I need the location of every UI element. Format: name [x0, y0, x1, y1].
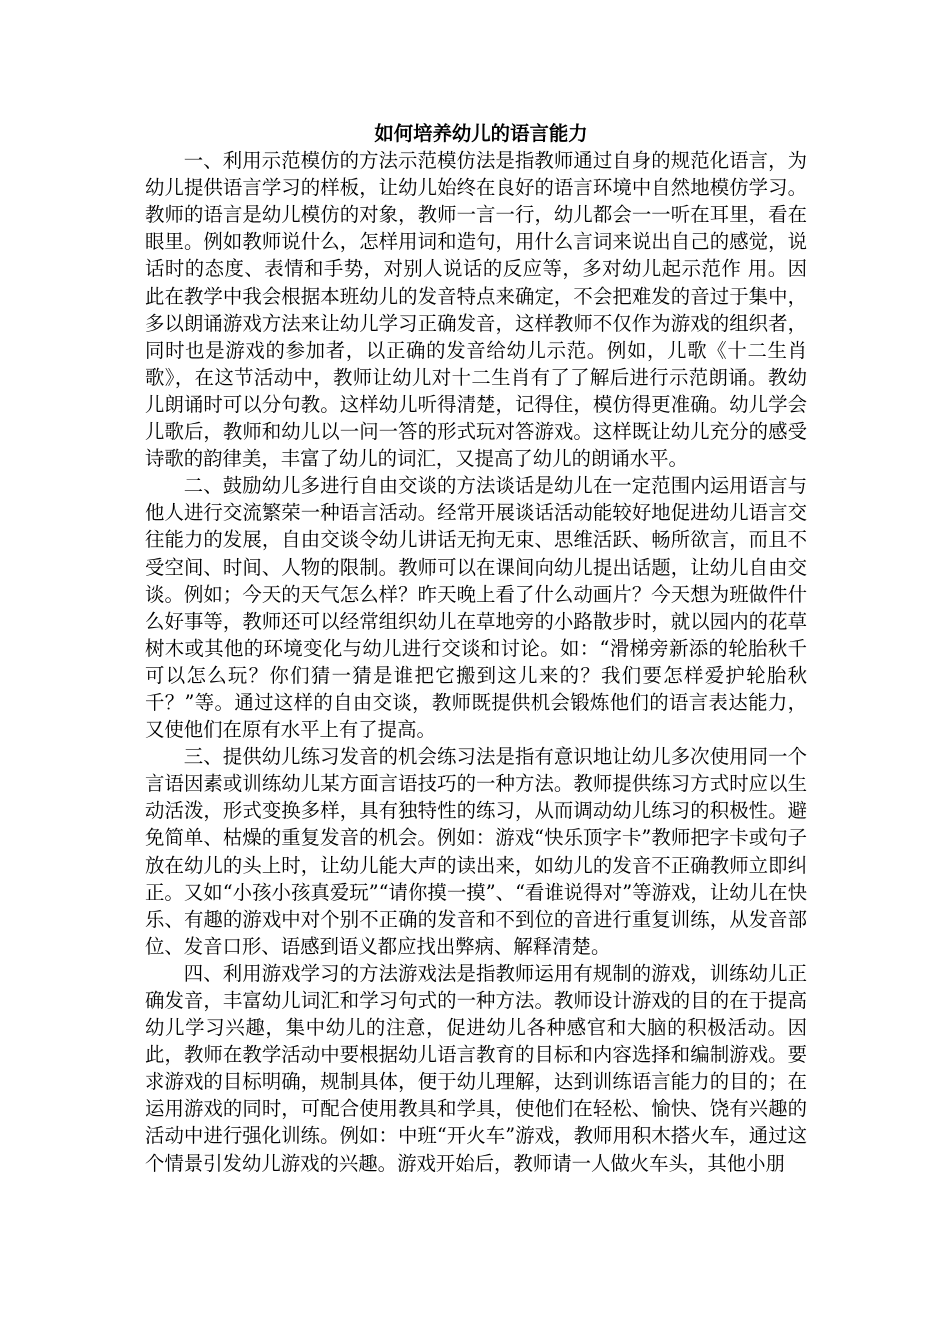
document-title: 如何培养幼儿的语言能力: [374, 122, 588, 145]
paragraph-4: 四、利用游戏学习的方法游戏法是指教师运用有规制的游戏，训练幼儿正确发音，丰富幼儿词汇和学习句式的一种方法。教师设计游戏的目的在于提高幼儿学习兴趣，集中幼儿的注意，促进幼儿各种感官和大脑的积极活动。因此，教师在教学活动中要根据幼儿语言教育的目标和内容选择和编制游戏。要求游戏的目标明确，规制具体，便于幼儿理解，达到训练语言能力的目的；在运用游戏的同时，可配合使用教具和学具，使他们在轻松、愉快、饶有兴趣的活动中进行强化训练。例如：中班“开火车”游戏，教师用积木搭火车，通过这个情景引发幼儿游戏的兴趣。游戏开始后，教师请一人做火车头，其他小朋: [145, 961, 807, 1175]
document-body: [145, 120, 807, 1177]
paragraph-2: 二、鼓励幼儿多进行自由交谈的方法谈话是幼儿在一定范围内运用语言与他人进行交流繁荣一种语言活动。经常开展谈话活动能较好地促进幼儿语言交往能力的发展，自由交谈令幼儿讲话无拘无束、思维活跃、畅所欲言，而且不受空间、时间、人物的限制。教师可以在课间向幼儿提出话题，让幼儿自由交谈。例如；今天的天气怎么样？昨天晚上看了什么动画片？今天想为班做件什么好事等，教师还可以经常组织幼儿在草地旁的小路散步时，就以园内的花草树木或其他的环境变化与幼儿进行交谈和讨论。如：“滑梯旁新添的轮胎秋千可以怎么玩？你们猜一猜是谁把它搬到这儿来的？我们要怎样爱护轮胎秋千？”等。通过这样的自由交谈，教师既提供机会锻炼他们的语言表达能力，又使他们在原有水平上有了提高。: [145, 474, 807, 742]
paragraph-3: 三、提供幼儿练习发音的机会练习法是指有意识地让幼儿多次使用同一个言语因素或训练幼儿某方面言语技巧的一种方法。教师提供练习方式时应以生动活泼，形式变换多样，具有独特性的练习，从而调动幼儿练习的积极性。避免简单、枯燥的重复发音的机会。例如：游戏“快乐顶字卡”教师把字卡或句子放在幼儿的头上时，让幼儿能大声的读出来，如幼儿的发音不正确教师立即纠正。又如“小孩小孩真爱玩”“请你摸一摸”、“看谁说得对”等游戏，让幼儿在快乐、有趣的游戏中对个别不正确的发音和不到位的音进行重复训练，从发音部位、发音口形、语感到语义都应找出弊病、解释清楚。: [145, 745, 807, 958]
paragraph-1: 一、利用示范模仿的方法示范模仿法是指教师通过自身的规范化语言，为幼儿提供语言学习的样板，让幼儿始终在良好的语言环境中自然地模仿学习。教师的语言是幼儿模仿的对象，教师一言一行，幼儿都会一一听在耳里，看在眼里。例如教师说什么，怎样用词和造句，用什么言词来说出自己的感觉，说话时的态度、表情和手势，对别人说话的反应等，多对幼儿起示范作 用。因此在教学中我会根据本班幼儿的发音特点来确定，不会把难发的音过于集中，多以朗诵游戏方法来让幼儿学习正确发音，这样教师不仅作为游戏的组织者，同时也是游戏的参加者，以正确的发音给幼儿示范。例如，儿歌《十二生肖歌》，在这节活动中，教师让幼儿对十二生肖有了了解后进行示范朗诵。教幼儿朗诵时可以分句教。这样幼儿听得清楚，记得住，模仿得更准确。幼儿学会儿歌后，教师和幼儿以一问一答的形式玩对答游戏。这样既让幼儿充分的感受诗歌的韵律美，丰富了幼儿的词汇，又提高了幼儿的朗诵水平。: [145, 149, 807, 471]
